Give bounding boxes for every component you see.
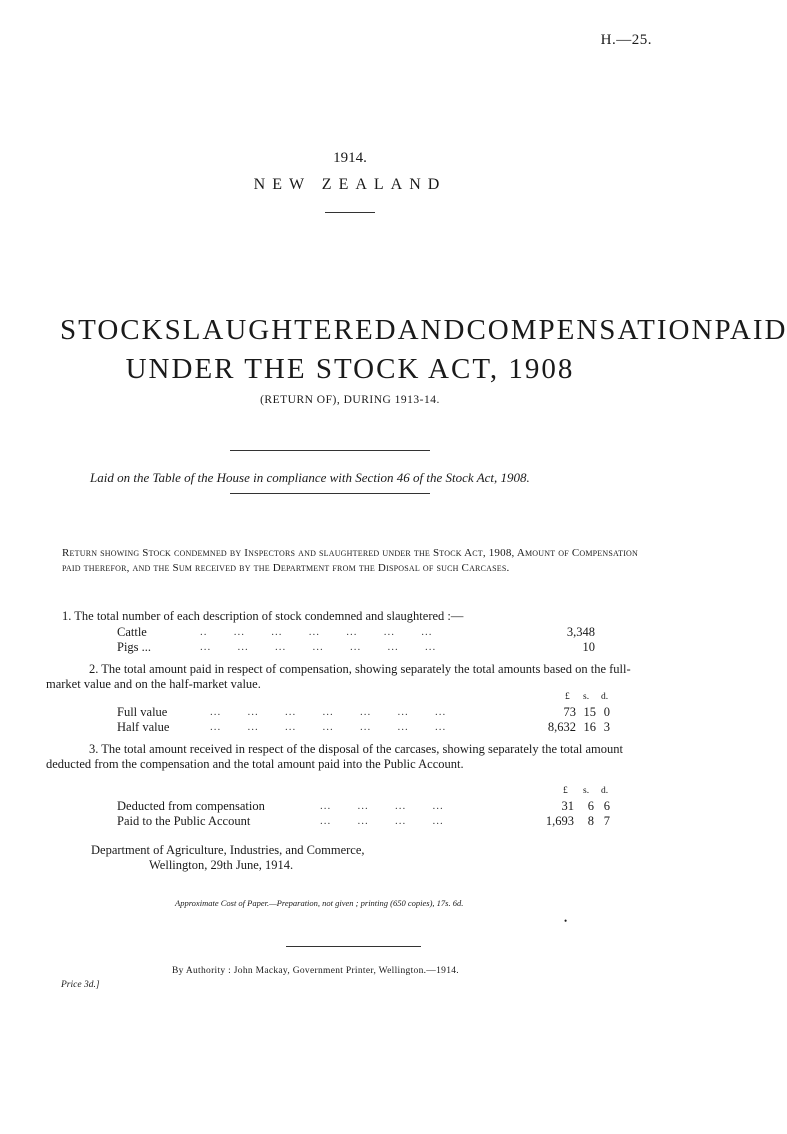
divider-top — [325, 212, 375, 213]
currency-header-pounds: £ — [565, 692, 570, 702]
currency-header-pounds: £ — [563, 786, 568, 796]
divider-upper — [230, 450, 430, 451]
currency-header-shillings: s. — [583, 692, 590, 702]
pounds-value: 8,632 — [547, 720, 576, 734]
item-label: Paid to the Public Account — [117, 814, 251, 828]
document-reference: H.—25. — [600, 32, 652, 48]
item-label: Pigs ... — [117, 640, 152, 654]
return-heading: Return showing Stock condemned by Inspectors and slaughtered under the Stock Act, 1908, Amount of Compensation paid therefor, and the Sum received by the Department from the Disposal of such Carcases. — [62, 547, 639, 574]
shillings-value: 6 — [587, 799, 594, 813]
pence-value: 7 — [603, 814, 610, 828]
item-label: Full value — [117, 705, 168, 719]
pounds-value: 31 — [561, 799, 574, 813]
section-3-text: 3. The total amount received in respect of the disposal of the carcases, showing separately the total amount deducted from the compensation and the total amount paid into the Public Account. — [46, 742, 623, 771]
title-word: SLAUGHTERED — [164, 314, 398, 346]
leader-dots: ... ... ... ... ... ... ... — [200, 641, 437, 653]
item-value: 3,348 — [566, 625, 595, 639]
currency-header-pence: d. — [601, 786, 609, 796]
item-label: Half value — [117, 720, 170, 734]
country-heading: NEW ZEALAND — [253, 176, 447, 193]
item-value: 10 — [582, 640, 595, 654]
shillings-value: 15 — [583, 705, 596, 719]
leader-dots: ... ... ... ... — [320, 815, 444, 827]
pence-value: 6 — [603, 799, 610, 813]
cost-note: Approximate Cost of Paper.—Preparation, not given ; printing (650 copies), 17s. 6d. — [175, 898, 464, 908]
laid-on-table-note: Laid on the Table of the House in compliance with Section 46 of the Stock Act, 1908. — [90, 470, 530, 485]
document-year: 1914. — [333, 150, 367, 166]
divider-lower — [230, 493, 430, 494]
subtitle: (RETURN OF), DURING 1913-14. — [260, 394, 440, 406]
pence-value: 3 — [603, 720, 610, 734]
currency-header-shillings: s. — [583, 786, 590, 796]
title-word: AND — [397, 314, 467, 346]
shillings-value: 16 — [583, 720, 596, 734]
section-2-text: 2. The total amount paid in respect of compensation, showing separately the total amounts based on the full-market value and on the half-market value. — [46, 662, 631, 691]
department-line: Department of Agriculture, Industries, and Commerce, — [91, 843, 365, 857]
stray-mark: • — [564, 916, 568, 926]
pounds-value: 73 — [563, 705, 576, 719]
title-word: COMPENSATION — [466, 314, 715, 346]
shillings-value: 8 — [587, 814, 594, 828]
title-word: PAID — [714, 314, 787, 346]
item-label: Deducted from compensation — [117, 799, 265, 813]
divider-footer — [286, 946, 421, 947]
section-1-text: 1. The total number of each description of stock condemned and slaughtered :— — [62, 609, 464, 623]
currency-header-pence: d. — [601, 692, 609, 702]
leader-dots: .. ... ... ... ... ... ... — [200, 626, 433, 638]
printer-authority: By Authority : John Mackay, Government Printer, Wellington.—1914. — [172, 966, 459, 976]
main-title-line2: UNDER THE STOCK ACT, 1908 — [125, 353, 575, 385]
leader-dots: ... ... ... ... ... ... ... — [210, 706, 447, 718]
price-note: Price 3d.] — [61, 980, 100, 990]
leader-dots: ... ... ... ... — [320, 800, 444, 812]
leader-dots: ... ... ... ... ... ... ... — [210, 721, 447, 733]
item-label: Cattle — [117, 625, 147, 639]
main-title-line1 — [60, 314, 787, 347]
title-word: STOCK — [60, 314, 165, 346]
place-date-line: Wellington, 29th June, 1914. — [149, 858, 294, 872]
pence-value: 0 — [603, 705, 610, 719]
pounds-value: 1,693 — [545, 814, 574, 828]
